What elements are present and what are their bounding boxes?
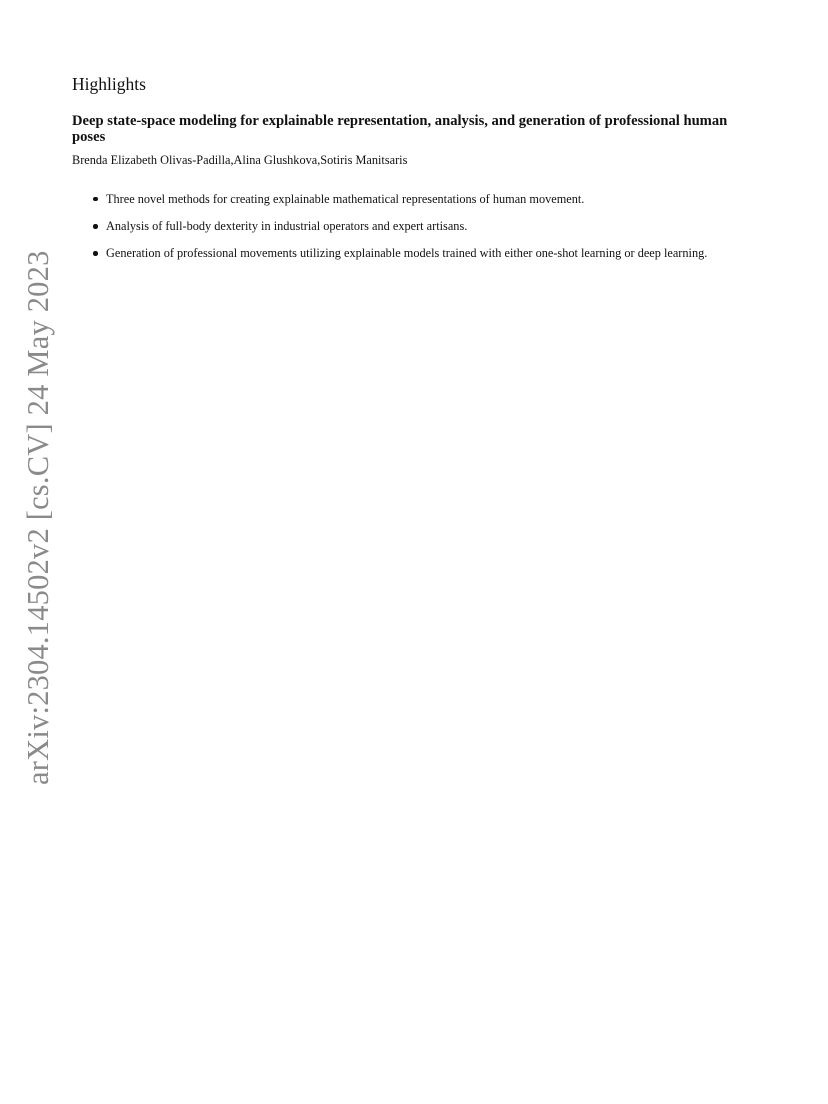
list-item xyxy=(106,191,760,207)
bullet-dot-icon xyxy=(93,251,98,256)
highlights-section xyxy=(72,74,760,273)
bullet-dot-icon xyxy=(93,197,98,202)
highlight-text: Three novel methods for creating explainable mathematical representations of human movement. xyxy=(106,191,585,206)
author-list: Brenda Elizabeth Olivas-Padilla,Alina Glushkova,Sotiris Manitsaris xyxy=(72,152,408,167)
list-item xyxy=(106,245,760,261)
highlights-list xyxy=(72,191,760,262)
list-item xyxy=(106,218,760,234)
highlight-text: Analysis of full-body dexterity in industrial operators and expert artisans. xyxy=(106,219,468,234)
bullet-dot-icon xyxy=(93,224,98,229)
section-heading: Highlights xyxy=(72,74,146,94)
paper-title: Deep state-space modeling for explainable representation, analysis, and generation of professional human poses xyxy=(72,113,728,146)
highlight-text: Generation of professional movements utilizing explainable models trained with either one-shot learning or deep learning. xyxy=(106,246,708,261)
arxiv-identifier-stamp[interactable]: arXiv:2304.14502v2 [cs.CV] 24 May 2023 xyxy=(21,250,55,785)
